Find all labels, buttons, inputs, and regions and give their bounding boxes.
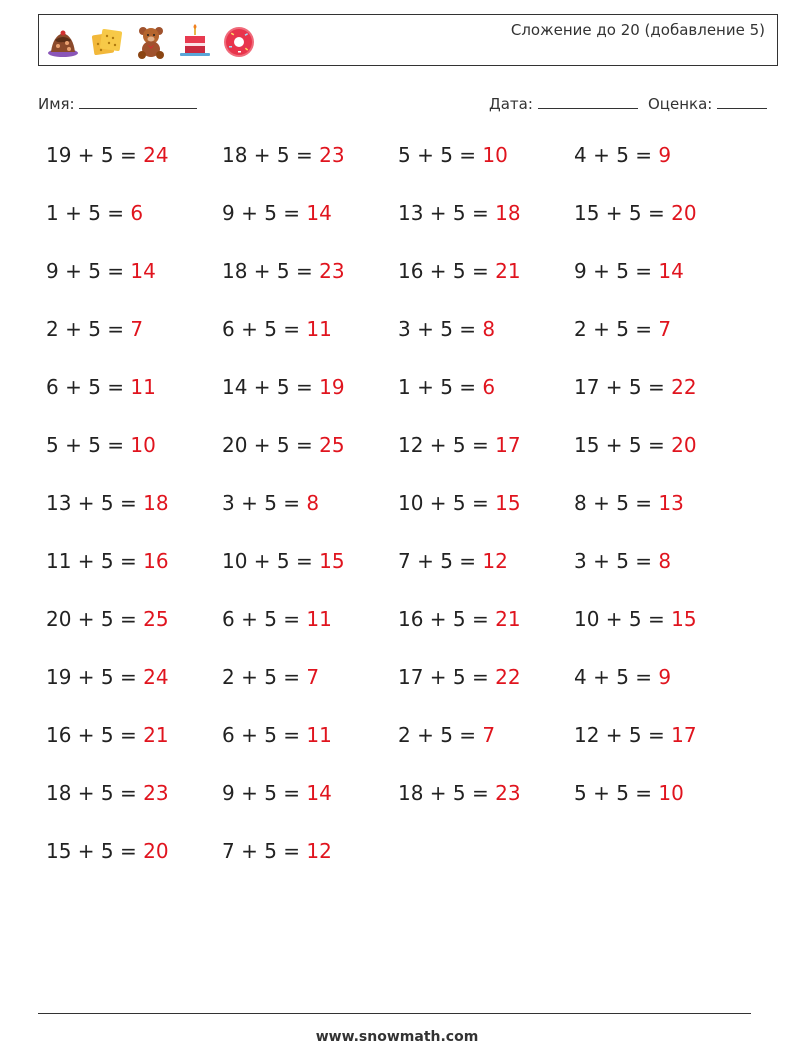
problem-question: 2 + 5 = xyxy=(46,317,131,341)
problem-item xyxy=(398,259,574,317)
problem-item xyxy=(574,317,750,375)
problem-question: 14 + 5 = xyxy=(222,375,320,399)
problem-question: 6 + 5 = xyxy=(222,723,307,747)
problem-row xyxy=(46,549,756,607)
problem-item xyxy=(574,781,750,839)
problem-answer: 23 xyxy=(319,143,345,167)
grade-label: Оценка: xyxy=(648,95,713,113)
problem-question: 8 + 5 = xyxy=(574,491,659,515)
problem-question: 4 + 5 = xyxy=(574,143,659,167)
problem-question: 5 + 5 = xyxy=(398,143,483,167)
problem-answer: 6 xyxy=(130,201,144,225)
problem-answer: 7 xyxy=(482,723,496,747)
problem-item xyxy=(574,665,750,723)
problem-question: 18 + 5 = xyxy=(398,781,496,805)
problem-item xyxy=(574,491,750,549)
footer-site: www.snowmath.com xyxy=(315,1029,479,1045)
problem-answer: 9 xyxy=(658,143,672,167)
problem-answer: 6 xyxy=(482,375,496,399)
teddy-bear-icon xyxy=(133,24,169,60)
problem-item xyxy=(46,839,222,897)
problem-answer: 17 xyxy=(671,723,697,747)
problem-row xyxy=(46,317,756,375)
problem-item xyxy=(46,317,222,375)
problem-item xyxy=(222,433,398,491)
problem-row xyxy=(46,665,756,723)
problem-item xyxy=(222,665,398,723)
problem-question: 7 + 5 = xyxy=(222,839,307,863)
cracker-icon xyxy=(89,24,125,60)
problem-question: 19 + 5 = xyxy=(46,665,144,689)
problem-item xyxy=(398,549,574,607)
problem-answer: 12 xyxy=(482,549,508,573)
problem-answer: 21 xyxy=(143,723,169,747)
problem-question: 18 + 5 = xyxy=(222,259,320,283)
problem-question: 4 + 5 = xyxy=(574,665,659,689)
problem-question: 3 + 5 = xyxy=(398,317,483,341)
problem-item xyxy=(574,607,750,665)
problem-question: 10 + 5 = xyxy=(222,549,320,573)
problem-answer: 14 xyxy=(306,781,332,805)
problem-item xyxy=(46,143,222,201)
problem-question: 13 + 5 = xyxy=(398,201,496,225)
problem-item xyxy=(398,201,574,259)
problem-answer: 9 xyxy=(658,665,672,689)
problem-item xyxy=(222,781,398,839)
problem-question: 15 + 5 = xyxy=(46,839,144,863)
problem-answer: 19 xyxy=(319,375,345,399)
problem-question: 16 + 5 = xyxy=(398,607,496,631)
problem-question: 2 + 5 = xyxy=(398,723,483,747)
problem-item xyxy=(222,549,398,607)
problem-question: 3 + 5 = xyxy=(574,549,659,573)
problem-answer: 25 xyxy=(319,433,345,457)
problem-item xyxy=(46,259,222,317)
problem-answer: 15 xyxy=(671,607,697,631)
problem-item xyxy=(222,375,398,433)
problem-row xyxy=(46,433,756,491)
problem-answer: 23 xyxy=(143,781,169,805)
footer-divider xyxy=(38,1013,751,1014)
problem-answer: 24 xyxy=(143,665,169,689)
problem-answer: 11 xyxy=(130,375,156,399)
problem-item xyxy=(574,549,750,607)
problem-item xyxy=(46,723,222,781)
problem-question: 9 + 5 = xyxy=(222,201,307,225)
problem-question: 13 + 5 = xyxy=(46,491,144,515)
problem-answer: 8 xyxy=(658,549,672,573)
problem-answer: 17 xyxy=(495,433,521,457)
problem-answer: 15 xyxy=(495,491,521,515)
problem-item xyxy=(46,375,222,433)
problem-item xyxy=(574,259,750,317)
problem-item xyxy=(398,433,574,491)
problem-question: 1 + 5 = xyxy=(398,375,483,399)
problem-question: 5 + 5 = xyxy=(574,781,659,805)
donut-icon xyxy=(221,24,257,60)
problem-answer: 11 xyxy=(306,607,332,631)
problem-row xyxy=(46,259,756,317)
problem-answer: 13 xyxy=(658,491,684,515)
problem-item xyxy=(398,375,574,433)
problem-answer: 23 xyxy=(495,781,521,805)
problem-row xyxy=(46,143,756,201)
problem-answer: 21 xyxy=(495,259,521,283)
problem-item xyxy=(398,317,574,375)
problem-answer: 18 xyxy=(495,201,521,225)
icon-strip xyxy=(45,24,257,60)
problem-question: 15 + 5 = xyxy=(574,433,672,457)
problem-item xyxy=(398,143,574,201)
problem-answer: 7 xyxy=(306,665,320,689)
problem-answer: 12 xyxy=(306,839,332,863)
problem-question: 6 + 5 = xyxy=(222,317,307,341)
problem-question: 7 + 5 = xyxy=(398,549,483,573)
problem-answer: 16 xyxy=(143,549,169,573)
problem-question: 9 + 5 = xyxy=(574,259,659,283)
problem-row xyxy=(46,839,756,897)
problem-answer: 8 xyxy=(482,317,496,341)
birthday-cake-icon xyxy=(177,24,213,60)
problem-question: 12 + 5 = xyxy=(574,723,672,747)
problem-row xyxy=(46,491,756,549)
problem-answer: 10 xyxy=(482,143,508,167)
problem-question: 15 + 5 = xyxy=(574,201,672,225)
problem-answer: 11 xyxy=(306,723,332,747)
problem-question: 3 + 5 = xyxy=(222,491,307,515)
problem-question: 20 + 5 = xyxy=(222,433,320,457)
problem-answer: 11 xyxy=(306,317,332,341)
problem-item xyxy=(46,549,222,607)
problem-question: 2 + 5 = xyxy=(574,317,659,341)
problem-answer: 18 xyxy=(143,491,169,515)
problem-item xyxy=(46,201,222,259)
grade-blank xyxy=(717,94,767,109)
problem-answer: 14 xyxy=(306,201,332,225)
problem-answer: 23 xyxy=(319,259,345,283)
problem-answer: 20 xyxy=(143,839,169,863)
problem-item xyxy=(222,839,398,897)
problem-item xyxy=(46,607,222,665)
problem-item xyxy=(46,781,222,839)
problem-question: 20 + 5 = xyxy=(46,607,144,631)
problem-item xyxy=(222,143,398,201)
grade-field xyxy=(648,94,767,113)
problem-question: 16 + 5 = xyxy=(46,723,144,747)
date-blank xyxy=(538,94,638,109)
problem-item xyxy=(46,665,222,723)
problem-question: 17 + 5 = xyxy=(574,375,672,399)
problem-row xyxy=(46,375,756,433)
problem-item xyxy=(574,723,750,781)
problem-question: 19 + 5 = xyxy=(46,143,144,167)
problem-question: 17 + 5 = xyxy=(398,665,496,689)
problem-answer: 22 xyxy=(671,375,697,399)
header-box xyxy=(38,14,778,66)
problem-item xyxy=(222,723,398,781)
problem-item xyxy=(574,143,750,201)
problem-answer: 14 xyxy=(130,259,156,283)
date-field xyxy=(489,94,638,113)
name-field xyxy=(38,94,197,113)
problem-item xyxy=(398,723,574,781)
date-label: Дата: xyxy=(489,95,533,113)
problem-row xyxy=(46,723,756,781)
problem-question: 6 + 5 = xyxy=(46,375,131,399)
name-label: Имя: xyxy=(38,95,75,113)
problem-answer: 7 xyxy=(130,317,144,341)
problem-answer: 24 xyxy=(143,143,169,167)
problem-item xyxy=(222,259,398,317)
problem-item xyxy=(222,201,398,259)
problem-answer: 20 xyxy=(671,433,697,457)
problem-answer: 14 xyxy=(658,259,684,283)
problem-question: 10 + 5 = xyxy=(574,607,672,631)
problem-item xyxy=(222,317,398,375)
problem-answer: 20 xyxy=(671,201,697,225)
problem-question: 10 + 5 = xyxy=(398,491,496,515)
problem-item xyxy=(574,201,750,259)
problem-item xyxy=(222,491,398,549)
problem-answer: 10 xyxy=(130,433,156,457)
problem-question: 12 + 5 = xyxy=(398,433,496,457)
problem-item xyxy=(398,491,574,549)
problem-item xyxy=(398,607,574,665)
problem-question: 6 + 5 = xyxy=(222,607,307,631)
name-blank xyxy=(79,94,197,109)
problem-question: 9 + 5 = xyxy=(222,781,307,805)
problem-answer: 15 xyxy=(319,549,345,573)
problem-grid xyxy=(46,143,756,897)
problem-item xyxy=(46,433,222,491)
problem-question: 16 + 5 = xyxy=(398,259,496,283)
problem-item xyxy=(574,375,750,433)
problem-answer: 25 xyxy=(143,607,169,631)
problem-item xyxy=(398,665,574,723)
problem-item xyxy=(574,433,750,491)
problem-question: 11 + 5 = xyxy=(46,549,144,573)
problem-question: 2 + 5 = xyxy=(222,665,307,689)
problem-question: 18 + 5 = xyxy=(222,143,320,167)
worksheet-title: Сложение до 20 (добавление 5) xyxy=(510,21,765,39)
chocolate-cake-icon xyxy=(45,24,81,60)
problem-answer: 8 xyxy=(306,491,320,515)
problem-item xyxy=(222,607,398,665)
problem-question: 1 + 5 = xyxy=(46,201,131,225)
problem-item xyxy=(398,781,574,839)
problem-question: 5 + 5 = xyxy=(46,433,131,457)
problem-row xyxy=(46,607,756,665)
problem-row xyxy=(46,201,756,259)
problem-answer: 7 xyxy=(658,317,672,341)
problem-answer: 10 xyxy=(658,781,684,805)
problem-row xyxy=(46,781,756,839)
problem-question: 18 + 5 = xyxy=(46,781,144,805)
problem-item xyxy=(46,491,222,549)
problem-answer: 22 xyxy=(495,665,521,689)
problem-answer: 21 xyxy=(495,607,521,631)
problem-question: 9 + 5 = xyxy=(46,259,131,283)
